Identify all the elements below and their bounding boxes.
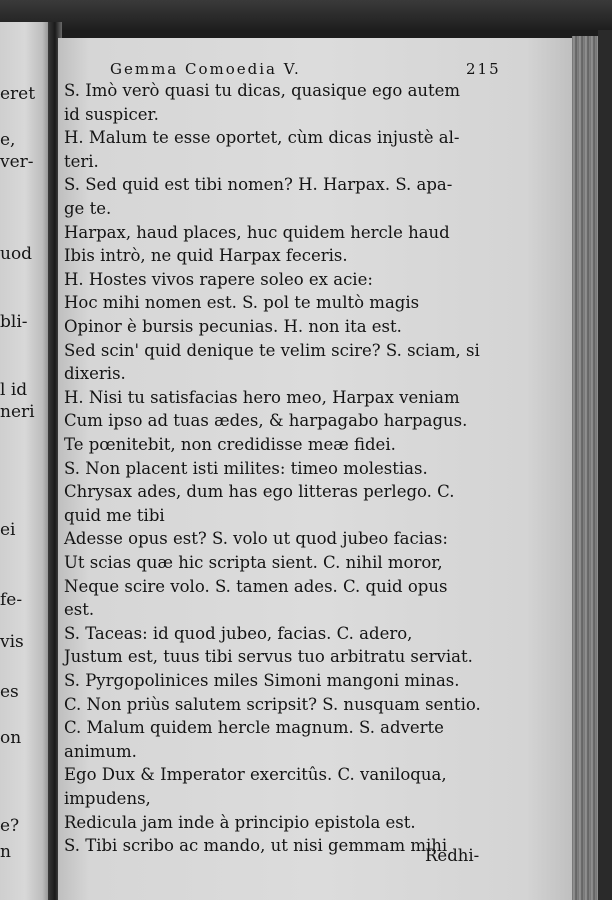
text-line: est.: [64, 600, 95, 620]
text-line: H. Nisi tu satisfacias hero meo, Harpax veniam: [64, 387, 460, 407]
running-header: [110, 60, 530, 78]
text-line: S. Sed quid est tibi nomen? H. Harpax. S. apa-: [64, 175, 453, 195]
text-line: ge te.: [64, 199, 112, 218]
left-page-word-fragment: on: [0, 728, 22, 748]
text-line: Te pœnitebit, non credidisse meæ fidei.: [64, 435, 396, 454]
left-page-word-fragment: bli-: [0, 312, 28, 332]
text-line: S. Non placent isti milites: timeo molestias.: [64, 458, 428, 478]
text-line: Adesse opus est? S. volo ut quod jubeo facias:: [64, 529, 448, 549]
text-line: Ibis intrò, ne quid Harpax feceris.: [64, 246, 348, 266]
text-line: Justum est, tuus tibi servus tuo arbitratu serviat.: [64, 647, 473, 667]
left-page-word-fragment: ver-: [0, 152, 34, 172]
text-line: dixeris.: [64, 364, 126, 384]
text-line: S. Pyrgopolinices miles Simoni mangoni minas.: [64, 671, 460, 690]
text-line: teri.: [64, 151, 99, 171]
page-number: 215: [466, 60, 501, 78]
text-line: Redicula jam inde à principio epistola est.: [64, 812, 416, 832]
catchword: Redhi-: [425, 846, 480, 865]
text-line: impudens,: [64, 789, 151, 808]
cover-right-edge: [598, 30, 612, 900]
text-line: Ego Dux & Imperator exercitûs. C. vaniloqua,: [64, 765, 447, 785]
text-line: H. Malum te esse oportet, cùm dicas injustè al-: [64, 128, 460, 148]
text-line: Hoc mihi nomen est. S. pol te multò magis: [64, 293, 420, 313]
left-page-word-fragment: n: [0, 842, 11, 862]
left-page-fragment: [0, 22, 50, 900]
left-page-word-fragment: es: [0, 682, 19, 702]
text-line: Ut scias quæ hic scripta sient. C. nihil moror,: [64, 553, 443, 572]
left-page-word-fragment: eret: [0, 84, 36, 104]
left-page-word-fragment: vis: [0, 632, 24, 652]
left-page-word-fragment: uod: [0, 244, 33, 264]
text-line: Cum ipso ad tuas ædes, & harpagabo harpagus.: [64, 411, 468, 431]
text-line: Harpax, haud places, huc quidem hercle haud: [64, 222, 450, 242]
text-line: S. Taceas: id quod jubeo, facias. C. adero,: [64, 623, 413, 643]
text-line: S. Imò verò quasi tu dicas, quasique ego autem: [64, 81, 461, 100]
running-title: Gemma Comoedia V.: [110, 60, 301, 78]
text-line: Opinor è bursis pecunias. H. non ita est.: [64, 317, 402, 336]
text-line: Sed scin' quid denique te velim scire? S. sciam, si: [64, 340, 480, 360]
text-line: Chrysax ades, dum has ego litteras perlego. C.: [64, 482, 455, 502]
left-page-word-fragment: l id: [0, 380, 28, 400]
text-line: Neque scire volo. S. tamen ades. C. quid opus: [64, 576, 448, 596]
text-line: animum.: [64, 741, 137, 761]
text-line: id suspicer.: [64, 104, 159, 124]
left-page-word-fragment: neri: [0, 402, 35, 422]
book-cover-edge: [0, 0, 612, 30]
left-page-word-fragment: e?: [0, 816, 20, 836]
text-line: C. Non priùs salutem scripsit? S. nusquam sentio.: [64, 694, 481, 714]
text-line: quid me tibi: [64, 505, 165, 525]
text-line: C. Malum quidem hercle magnum. S. adverte: [64, 718, 444, 738]
left-page-word-fragment: ei: [0, 520, 16, 540]
text-line: S. Tibi scribo ac mando, ut nisi gemmam mihi: [64, 836, 448, 856]
left-page-word-fragment: fe-: [0, 590, 23, 610]
left-page-word-fragment: e,: [0, 130, 16, 150]
text-line: H. Hostes vivos rapere soleo ex acie:: [64, 269, 373, 289]
